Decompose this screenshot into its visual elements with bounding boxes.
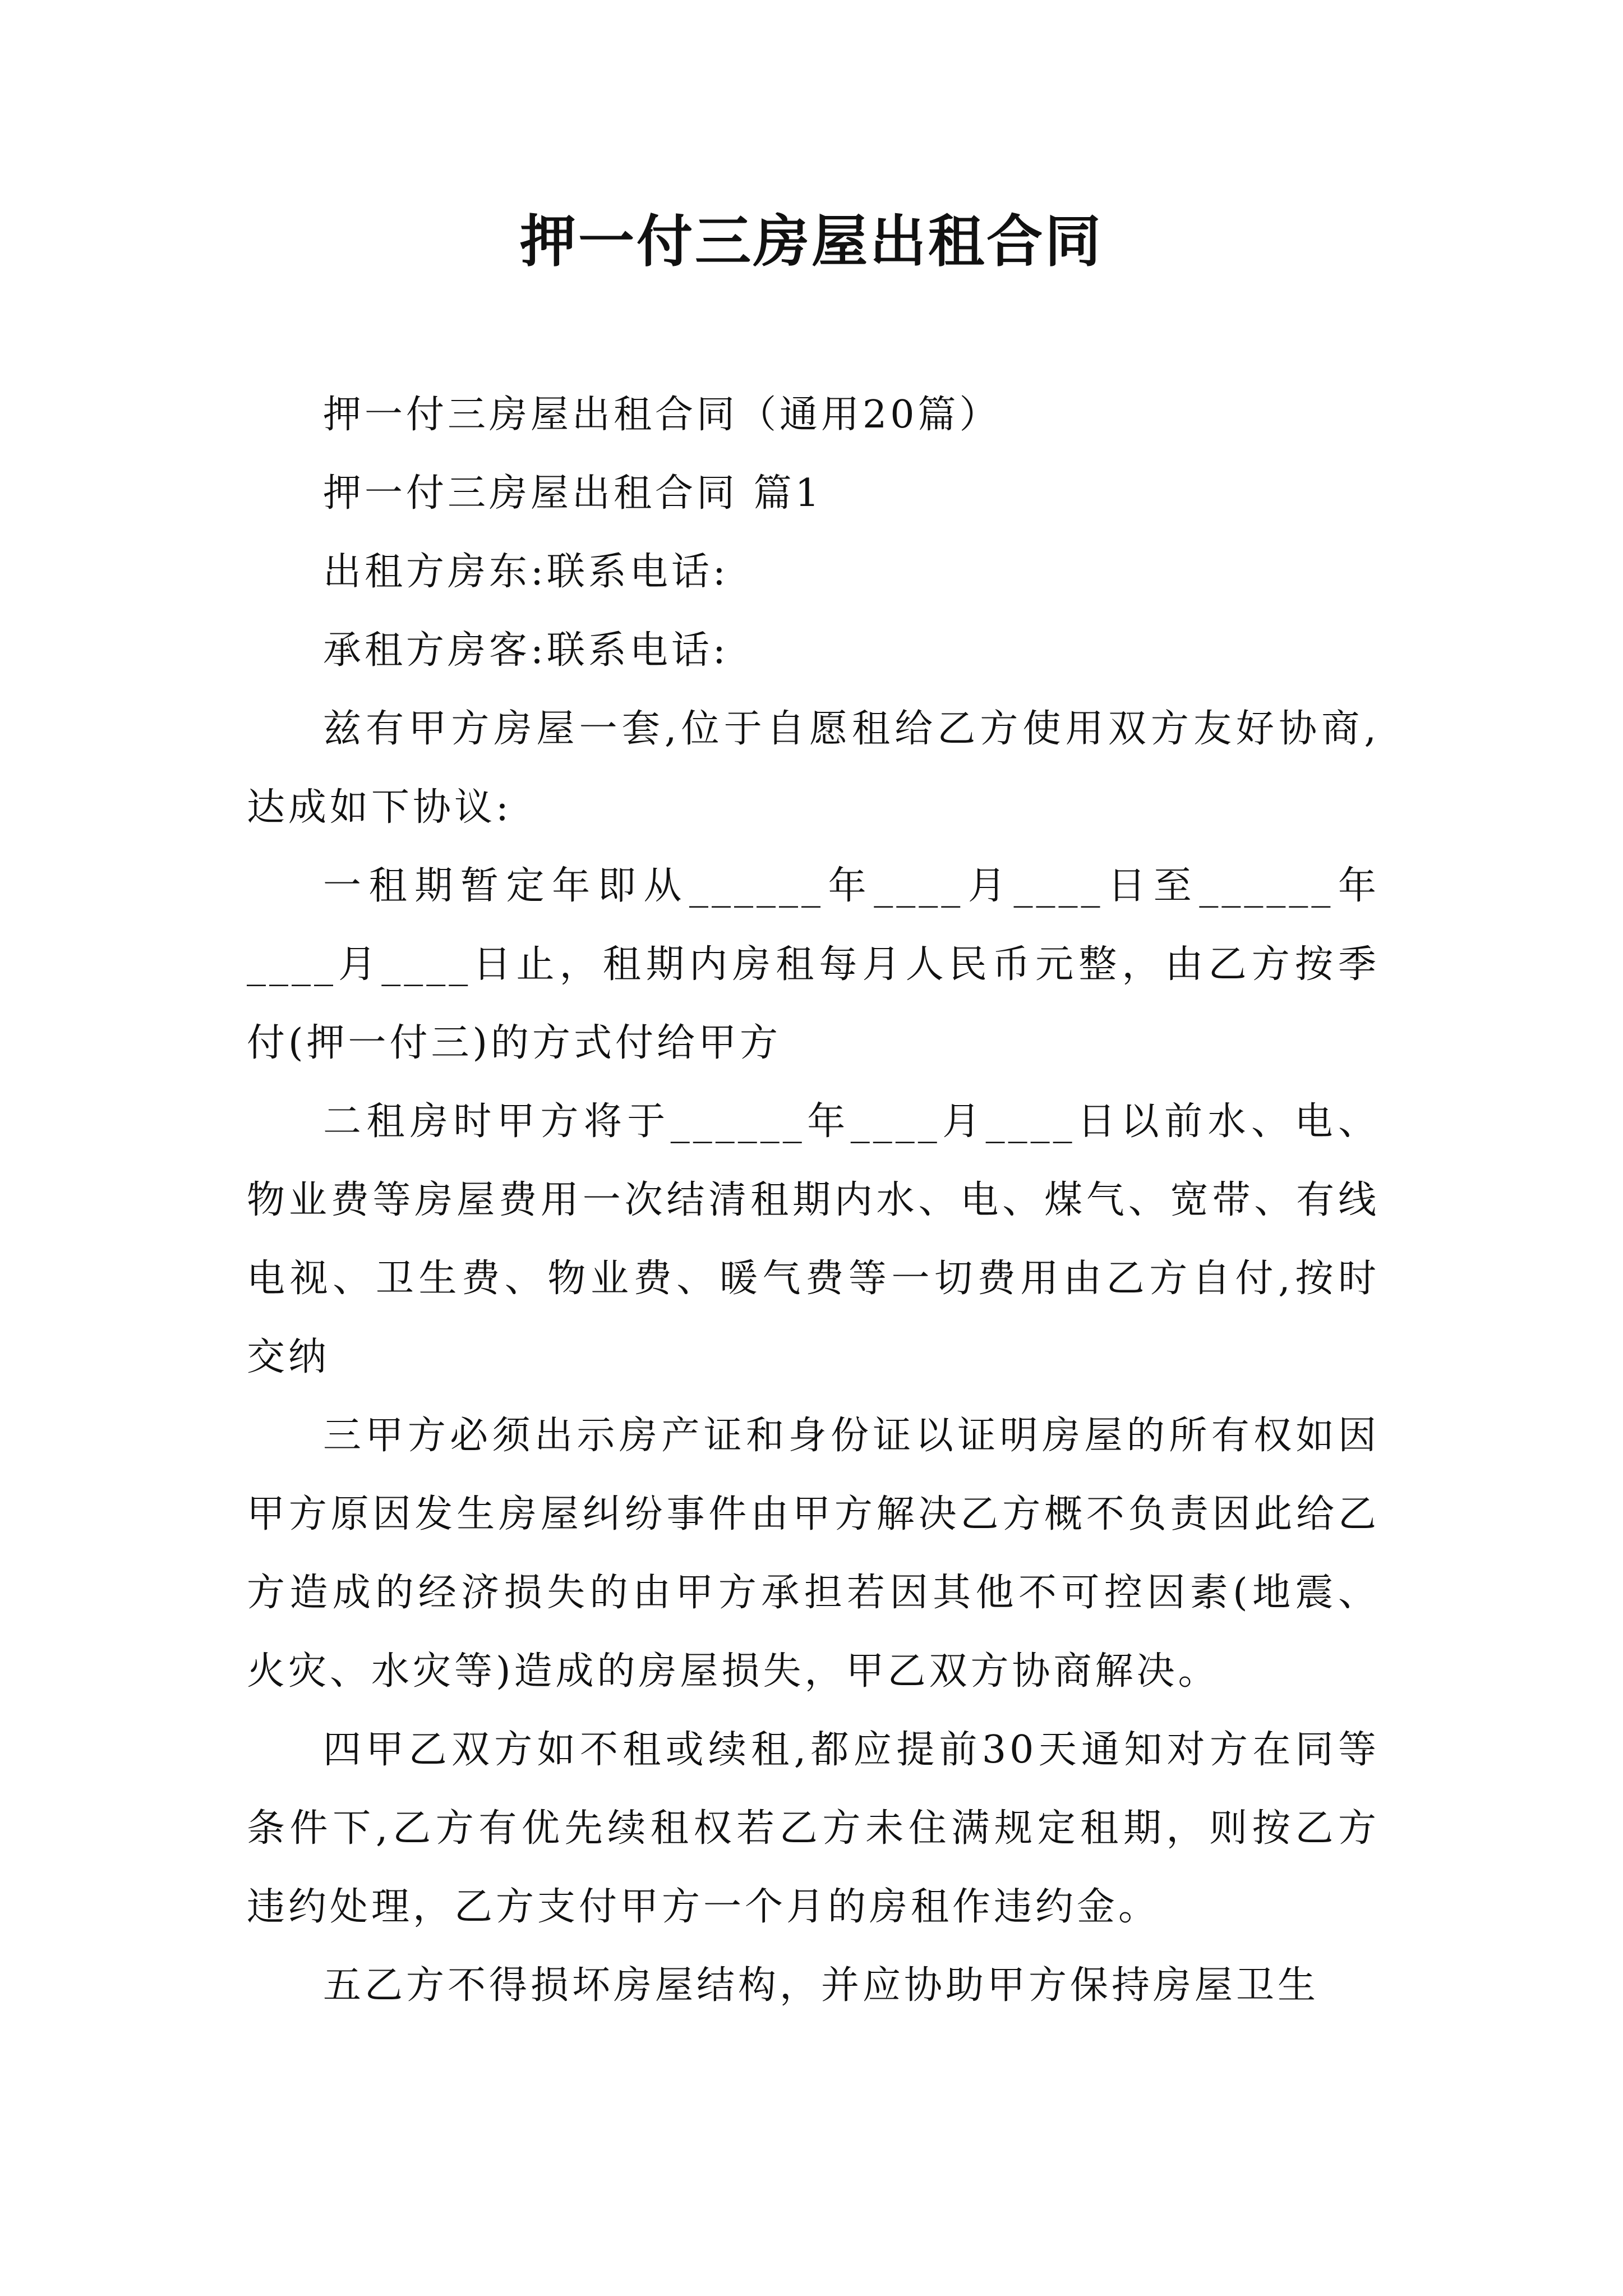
paragraph-preamble: 兹有甲方房屋一套,位于自愿租给乙方使用双方友好协商,达成如下协议: xyxy=(247,707,1380,830)
paragraph-clause-5: 五乙方不得损坏房屋结构，并应协助甲方保持房屋卫生 xyxy=(323,1963,1320,2008)
paragraph-clause-4: 四甲乙双方如不租或续租,都应提前30天通知对方在同等条件下,乙方有优先续租权若乙方未住满规定租期，则按乙方违约处理，乙方支付甲方一个月的房租作违约金。 xyxy=(247,1728,1380,1929)
document-title: 押一付三房屋出租合同 xyxy=(520,208,1103,274)
paragraph-chapter-heading: 押一付三房屋出租合同 篇1 xyxy=(323,471,823,516)
paragraph-lessee: 承租方房客:联系电话: xyxy=(323,628,729,673)
paragraph-clause-2: 二租房时甲方将于______年____月____日以前水、电、物业费等房屋费用一次结清租期内水、电、煤气、宽带、有线电视、卫生费、物业费、暖气费等一切费用由乙方自付,按时交纳 xyxy=(247,1099,1380,1379)
paragraph-clause-1: 一租期暂定年即从______年____月____日至______年____月____日止，租期内房租每月人民币元整，由乙方按季付(押一付三)的方式付给甲方 xyxy=(247,864,1380,1065)
paragraph-subtitle: 押一付三房屋出租合同（通用20篇） xyxy=(323,393,1001,437)
paragraph-clause-3: 三甲方必须出示房产证和身份证以证明房屋的所有权如因甲方原因发生房屋纠纷事件由甲方解决乙方概不负责因此给乙方造成的经济损失的由甲方承担若因其他不可控因素(地震、火灾、水灾等)造成的房屋损失，甲乙双方协商解决。 xyxy=(247,1414,1380,1694)
document-body xyxy=(247,376,1380,2025)
paragraph-lessor: 出租方房东:联系电话: xyxy=(323,550,729,594)
